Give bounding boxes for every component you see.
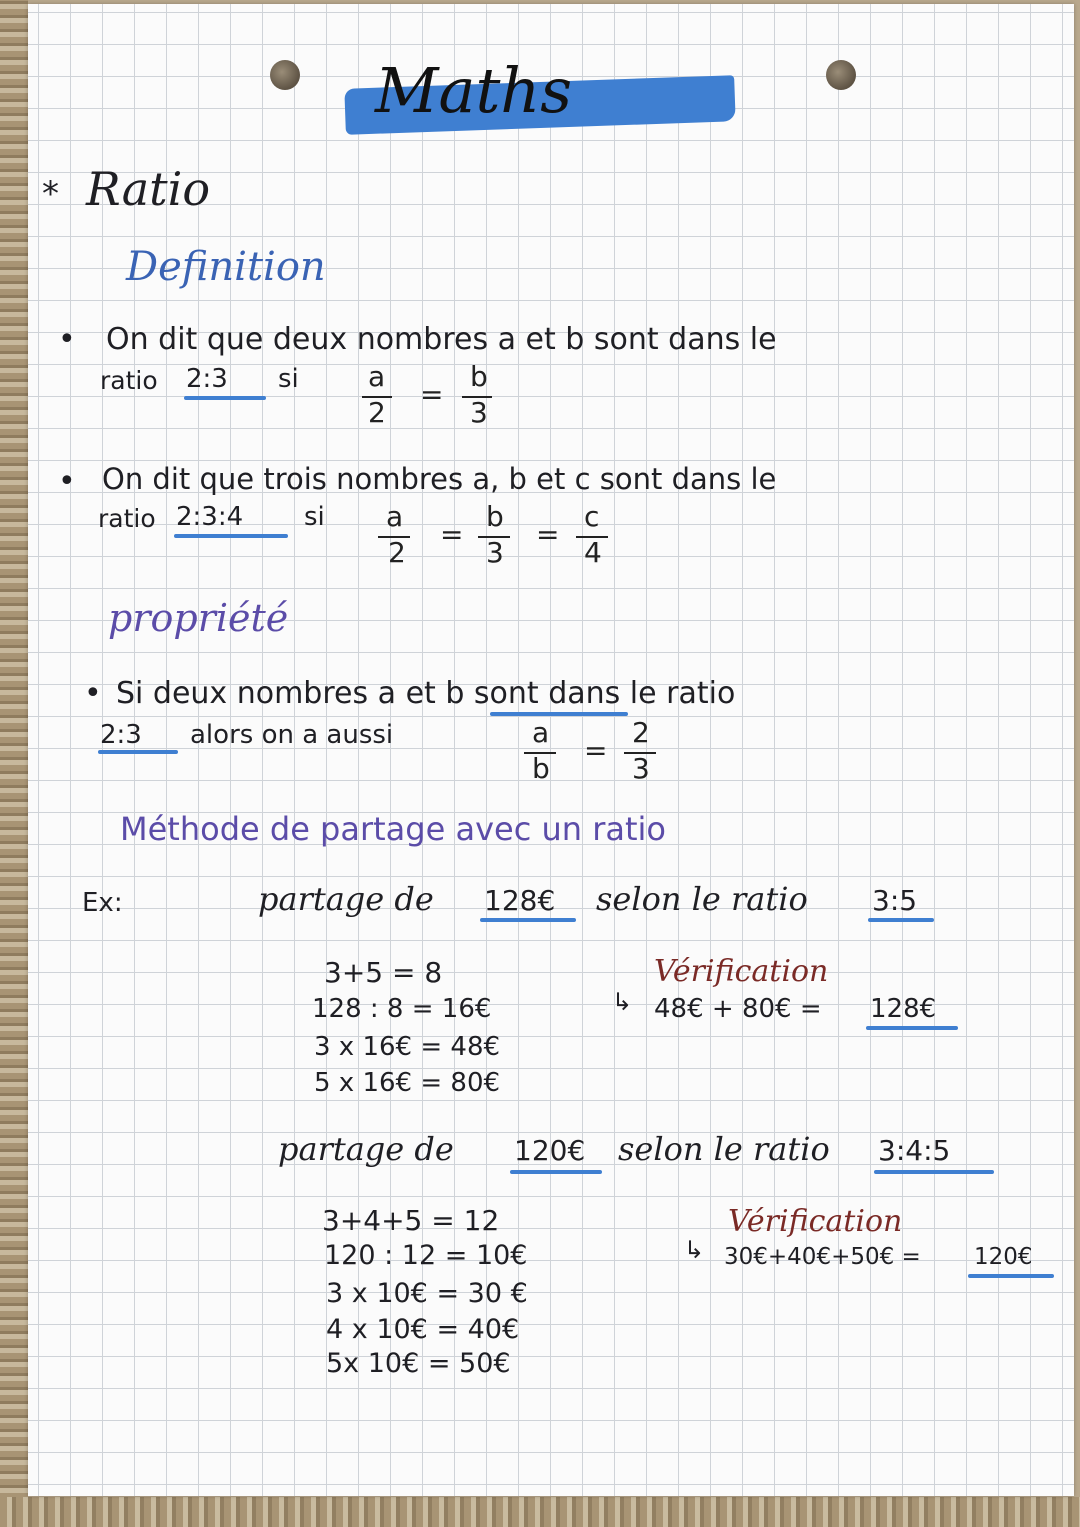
ex1-amount: 128€ (484, 884, 556, 917)
definition-1-si: si (278, 364, 299, 394)
ex2-title-prefix: partage de (278, 1130, 454, 1168)
ex2-verif-result: 120€ (974, 1244, 1033, 1270)
ex2-title-mid: selon le ratio (618, 1130, 830, 1168)
ex1-step-1: 3+5 = 8 (324, 956, 443, 989)
propriete-frac1-num: a (532, 716, 550, 749)
propriete-ab-underline (490, 712, 628, 716)
definition-2-frac1-den: 2 (388, 536, 406, 569)
definition-2-eq2: = (536, 518, 560, 551)
notebook-binding-bottom (0, 1497, 1080, 1527)
ex2-step-4: 4 x 10€ = 40€ (326, 1314, 520, 1345)
ex1-step-2: 128 : 8 = 16€ (312, 994, 492, 1024)
ex1-verif-expr: 48€ + 80€ = (654, 994, 822, 1024)
ex1-ratio-underline (868, 918, 934, 922)
ex2-step-1: 3+4+5 = 12 (322, 1204, 500, 1237)
propriete-heading: propriété (108, 596, 289, 640)
definition-2-frac2-num: b (486, 500, 504, 533)
ex1-verif-underline (866, 1026, 958, 1030)
definition-2-frac3-num: c (584, 500, 600, 533)
ex1-title-mid: selon le ratio (596, 880, 808, 918)
bullet-dot-1: • (58, 322, 76, 357)
definition-1-ratio: 2:3 (186, 364, 228, 394)
ex1-verif-result: 128€ (870, 994, 937, 1024)
ex2-step-2: 120 : 12 = 10€ (324, 1240, 528, 1271)
definition-2-frac3-den: 4 (584, 536, 602, 569)
definition-1-line1: On dit que deux nombres a et b sont dans le (106, 322, 777, 357)
propriete-ratio-underline (98, 750, 178, 754)
definition-2-ratio: 2:3:4 (176, 502, 244, 532)
ex2-verif-expr: 30€+40€+50€ = (724, 1244, 921, 1270)
definition-1-ratio-underline (184, 396, 266, 400)
definition-2-eq1: = (440, 518, 464, 551)
page-title: Maths (375, 54, 573, 127)
propriete-frac2-num: 2 (632, 716, 650, 749)
ex1-title-prefix: partage de (258, 880, 434, 918)
ex1-amount-underline (480, 918, 576, 922)
definition-2-ratio-word: ratio (98, 504, 156, 533)
definition-1-ratio-word: ratio (100, 366, 158, 395)
ex2-amount-underline (510, 1170, 602, 1174)
section-heading: Ratio (86, 162, 211, 216)
grid-paper-sheet (28, 4, 1074, 1496)
definition-1-frac2-den: 3 (470, 396, 488, 429)
propriete-line2: alors on a aussi (190, 720, 394, 750)
punch-hole-left (270, 60, 300, 90)
propriete-frac2-den: 3 (632, 752, 650, 785)
definition-heading: Definition (126, 244, 326, 290)
example-label: Ex: (82, 888, 123, 918)
definition-2-frac1-num: a (386, 500, 404, 533)
bullet-dot-2: • (58, 464, 76, 499)
ex2-verif-arrow-icon: ↳ (684, 1236, 705, 1264)
definition-1-frac1-den: 2 (368, 396, 386, 429)
definition-2-ratio-underline (174, 534, 288, 538)
ex2-verif-underline (968, 1274, 1054, 1278)
definition-2-si: si (304, 502, 325, 532)
propriete-ratio: 2:3 (100, 720, 142, 750)
definition-1-eq: = (420, 378, 444, 411)
punch-hole-right (826, 60, 856, 90)
bullet-dot-3: • (84, 676, 102, 711)
propriete-eq: = (584, 734, 608, 767)
ex1-step-3: 3 x 16€ = 48€ (314, 1032, 501, 1062)
definition-2-frac2-den: 3 (486, 536, 504, 569)
section-bullet-icon: * (42, 174, 59, 214)
ex1-ratio: 3:5 (872, 884, 918, 917)
methode-heading: Méthode de partage avec un ratio (120, 810, 666, 848)
ex1-step-4: 5 x 16€ = 80€ (314, 1068, 501, 1098)
propriete-line1: Si deux nombres a et b sont dans le ratio (116, 676, 736, 711)
ex2-verif-label: Vérification (728, 1204, 903, 1239)
ex2-ratio-underline (874, 1170, 994, 1174)
ex2-amount: 120€ (514, 1134, 586, 1167)
title-block (345, 56, 735, 134)
definition-2-line1: On dit que trois nombres a, b et c sont dans le (102, 462, 777, 496)
ex2-step-3: 3 x 10€ = 30 € (326, 1278, 528, 1309)
ex1-verif-label: Vérification (654, 954, 829, 989)
definition-1-frac1-num: a (368, 360, 386, 393)
ex2-step-5: 5x 10€ = 50€ (326, 1348, 511, 1379)
propriete-frac1-den: b (532, 752, 550, 785)
ex2-ratio: 3:4:5 (878, 1134, 951, 1167)
notebook-binding-left (0, 0, 28, 1527)
ex1-verif-arrow-icon: ↳ (612, 988, 633, 1016)
definition-1-frac2-num: b (470, 360, 488, 393)
